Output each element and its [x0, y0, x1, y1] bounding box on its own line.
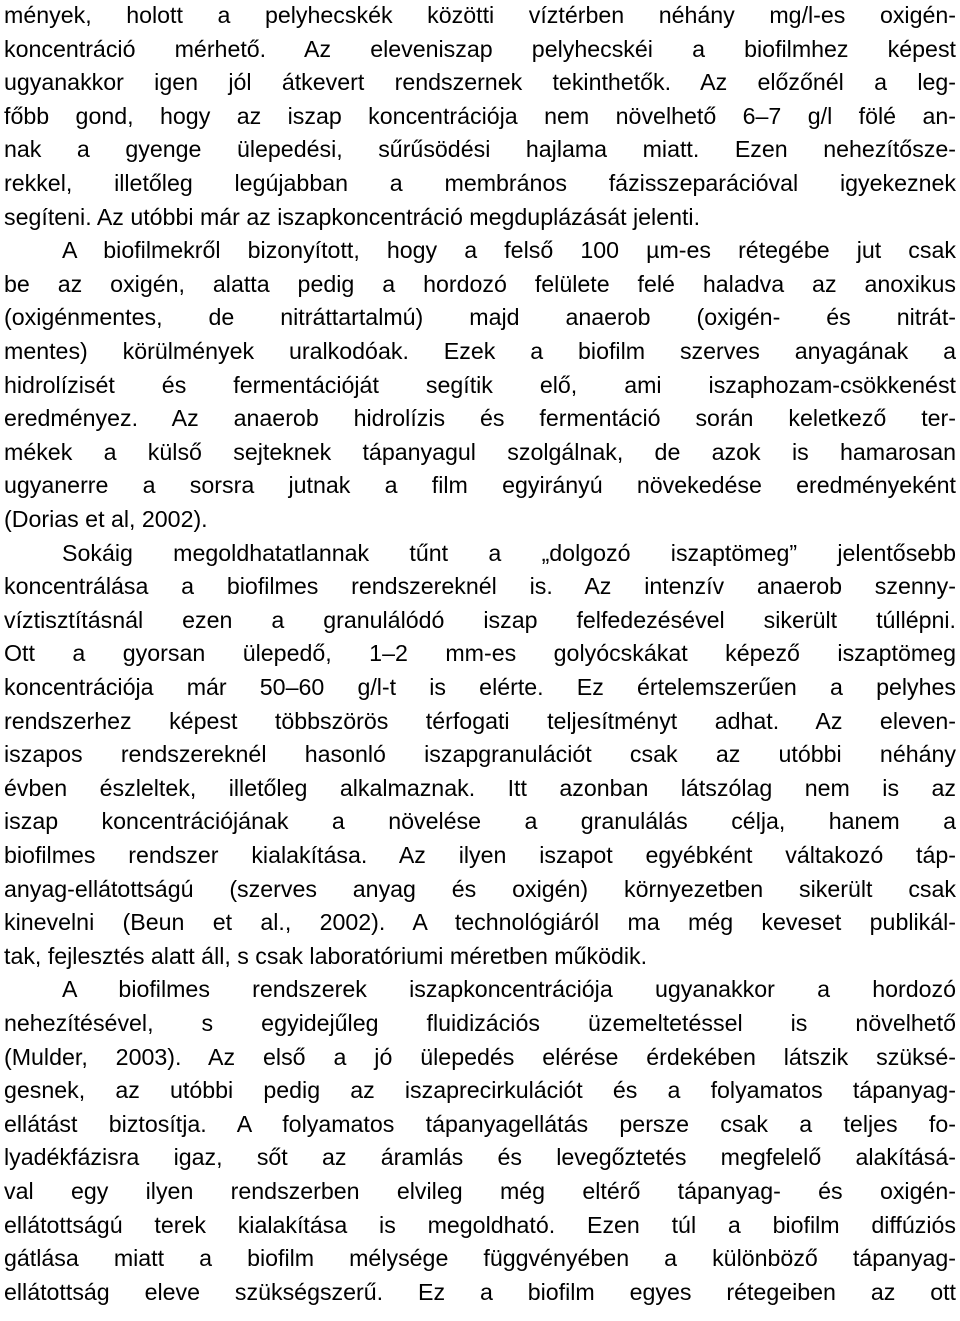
text-line: rendszerhez képest többszörös térfogati teljesítményt adhat. Az eleven-: [4, 707, 956, 734]
text-line: főbb gond, hogy az iszap koncentrációja nem növelhető 6–7 g/l fölé an-: [4, 102, 956, 129]
text-line: nehezítésével, s egyidejűleg fluidizációs üzemeltetéssel is növelhető: [4, 1010, 956, 1036]
text-line: koncentráció mérhető. Az eleveniszap pelyhecskéi a biofilmhez képest: [4, 35, 956, 62]
text-line: tak, fejlesztés alatt áll, s csak laboratóriumi méretben működik.: [4, 942, 648, 969]
text-line: nak a gyenge ülepedési, sűrűsödési hajlama miatt. Ezen nehezítősze-: [4, 136, 956, 163]
text-line: kinevelni (Beun et al., 2002). A technológiáról ma még keveset publikál-: [4, 909, 956, 936]
text-line: lyadékfázisra igaz, sőt az áramlás és levegőztetés megfelelő alakításá-: [4, 1144, 956, 1171]
text-line: ugyanakkor igen jól átkevert rendszernek tekinthetők. Az előzőnél a leg-: [4, 69, 956, 96]
text-line: iszapos rendszereknél hasonló iszapgranulációt csak az utóbbi néhány: [4, 741, 956, 768]
text-line: mények, holott a pelyhecskék közötti víztérben néhány mg/l-es oxigén-: [4, 2, 956, 28]
text-line: ellátottságú terek kialakítása is megoldható. Ezen túl a biofilm diffúziós: [4, 1211, 956, 1238]
text-line: gátlása miatt a biofilm mélysége függvényében a különböző tápanyag-: [4, 1245, 956, 1272]
text-line: évben észleltek, illetőleg alkalmaznak. Itt azonban látszólag nem is az: [4, 774, 956, 801]
text-line: koncentrálása a biofilmes rendszereknél is. Az intenzív anaerob szenny-: [4, 573, 956, 600]
text-line: val egy ilyen rendszerben elvileg még eltérő tápanyag- és oxigén-: [4, 1178, 956, 1204]
text-line: mékek a külső sejteknek tápanyagul szolgálnak, de azok is hamarosan: [4, 438, 956, 465]
text-line: ugyanerre a sorsra jutnak a film egyirányú növekedése eredményeként: [4, 472, 956, 499]
text-line: Ott a gyorsan ülepedő, 1–2 mm-es golyócskákat képező iszaptömeg: [4, 640, 956, 667]
text-line: ellátottság eleve szükségszerű. Ez a biofilm egyes rétegeiben az ott: [4, 1278, 956, 1305]
text-line: gesnek, az utóbbi pedig az iszaprecirkulációt és a folyamatos tápanyag-: [4, 1077, 956, 1104]
text-line: anyag-ellátottságú (szerves anyag és oxigén) környezetben sikerült csak: [4, 875, 956, 902]
text-line: be az oxigén, alatta pedig a hordozó felülete felé haladva az anoxikus: [4, 270, 956, 297]
text-line: A biofilmekről bizonyított, hogy a felső 100 µm-es rétegébe jut csak: [62, 237, 956, 264]
text-line: mentes) körülmények uralkodóak. Ezek a biofilm szerves anyagának a: [4, 338, 956, 364]
text-line: biofilmes rendszer kialakítása. Az ilyen iszapot egyébként váltakozó táp-: [4, 842, 956, 868]
text-line: Sokáig megoldhatatlannak tűnt a „dolgozó iszaptömeg” jelentősebb: [62, 539, 956, 566]
text-line: eredményez. Az anaerob hidrolízis és fermentáció során keletkező ter-: [4, 405, 956, 432]
text-line: iszap koncentrációjának a növelése a granulálás célja, hanem a: [4, 808, 956, 835]
text-line: A biofilmes rendszerek iszapkoncentrációja ugyanakkor a hordozó: [62, 976, 956, 1003]
text-line: víztisztításnál ezen a granulálódó iszap felfedezésével sikerült túllépni.: [4, 606, 956, 633]
text-line: (Mulder, 2003). Az első a jó ülepedés elérése érdekében látszik szüksé-: [4, 1043, 956, 1070]
text-line: ellátást biztosítja. A folyamatos tápanyagellátás persze csak a teljes fo-: [4, 1110, 956, 1137]
text-line: (oxigénmentes, de nitráttartalmú) majd anaerob (oxigén- és nitrát-: [4, 304, 956, 331]
text-line: koncentrációja már 50–60 g/l-t is elérte. Ez értelemszerűen a pelyhes: [4, 674, 956, 700]
text-line: rekkel, illetőleg legújabban a membrános fázisszeparációval igyekeznek: [4, 170, 956, 196]
text-line: (Dorias et al, 2002).: [4, 506, 208, 532]
text-line: hidrolízisét és fermentációját segítik elő, ami iszaphozam-csökkenést: [4, 371, 956, 398]
text-line: segíteni. Az utóbbi már az iszapkoncentráció megduplázását jelenti.: [4, 203, 701, 230]
